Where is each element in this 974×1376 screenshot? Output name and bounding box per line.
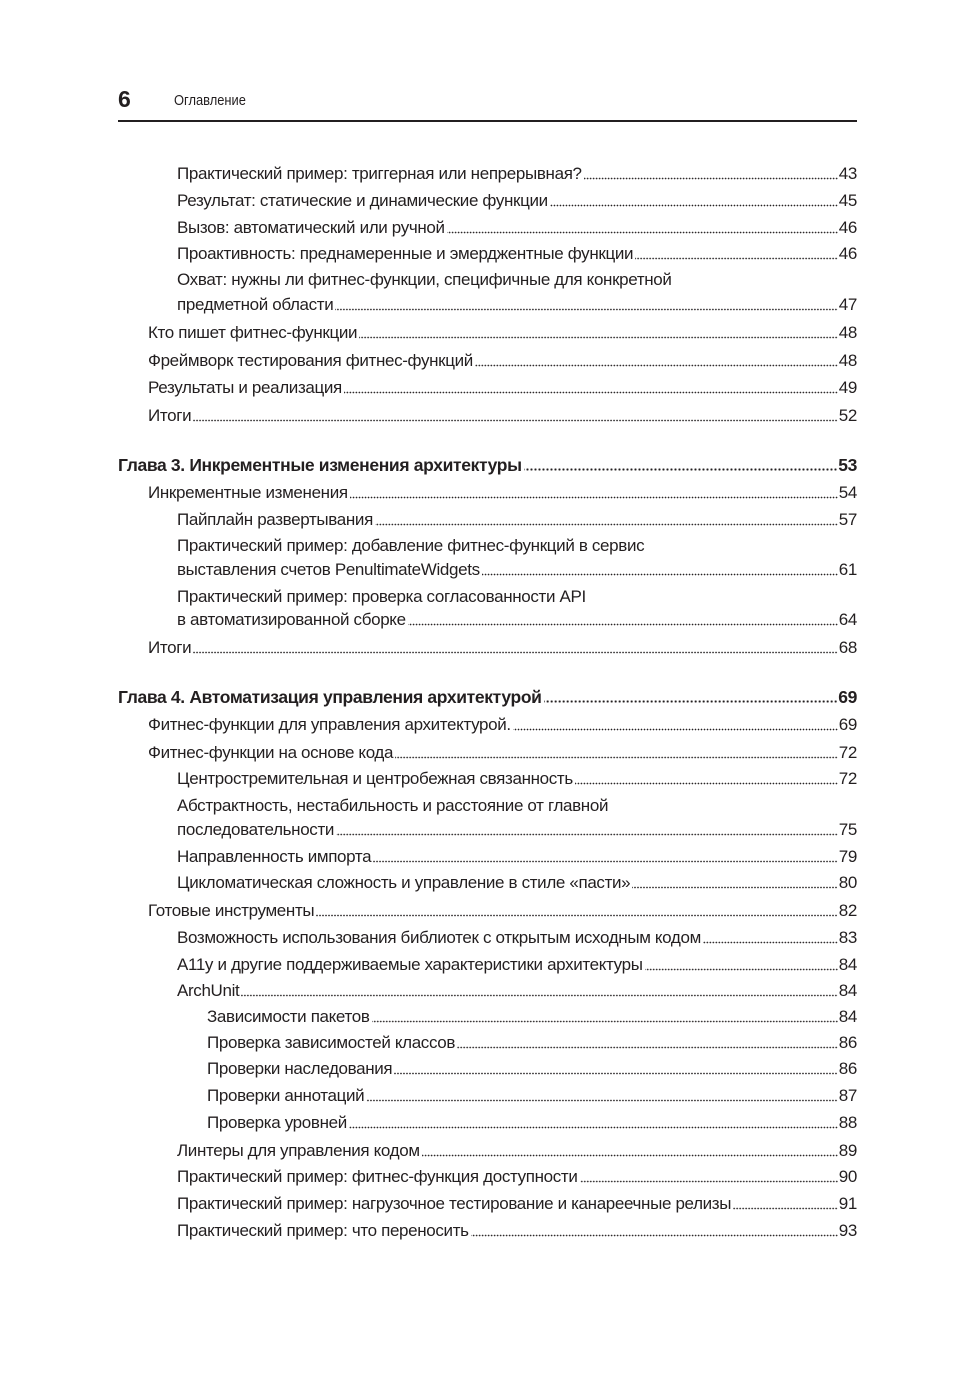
dot-leader (349, 1126, 838, 1129)
toc-entry[interactable] (177, 244, 857, 264)
toc-entry-title: Проверка уровней (207, 1113, 347, 1132)
toc-entry-title: Практический пример: триггерная или непрерывная? (177, 164, 582, 183)
toc-entry[interactable] (177, 1221, 857, 1241)
toc-entry-page: 84 (838, 981, 857, 1000)
toc-entry-title: Центростремительная и центробежная связанность (177, 769, 573, 788)
toc-entry-page: 69 (838, 687, 857, 707)
toc-entry-page: 48 (838, 351, 857, 370)
toc-entry-title: Инкрементные изменения (148, 483, 348, 502)
toc-entry[interactable] (148, 901, 857, 921)
dot-leader (422, 1154, 838, 1157)
toc-entry[interactable] (177, 873, 857, 893)
toc-entry-page: 88 (838, 1113, 857, 1132)
dot-leader (193, 651, 838, 654)
toc-entry[interactable] (177, 560, 857, 580)
toc-entry-page: 82 (838, 901, 857, 920)
toc-entry-title: Итоги (148, 406, 192, 425)
toc-entry[interactable] (177, 191, 857, 211)
toc-entry-page: 86 (838, 1033, 857, 1052)
dot-leader (703, 941, 838, 944)
toc-entry[interactable] (177, 218, 857, 238)
toc-entry-title: Фреймворк тестирования фитнес-функций (148, 351, 473, 370)
toc-entry-page: 48 (838, 323, 857, 342)
toc-entry-title: Фитнес-функции для управления архитектурой. (148, 715, 511, 734)
toc-chapter-entry[interactable] (118, 687, 857, 707)
toc-entry-line1: Практический пример: добавление фитнес-функций в сервис (177, 536, 645, 555)
toc-entry-page: 46 (838, 244, 857, 263)
toc-entry-page: 84 (838, 1007, 857, 1026)
toc-entry-title: Пайплайн развертывания (177, 510, 373, 529)
toc-entry-title: последовательности (177, 820, 335, 839)
toc-entry-title: Готовые инструменты (148, 901, 315, 920)
dot-leader (471, 1234, 838, 1237)
toc-entry-page: 93 (838, 1221, 857, 1240)
toc-entry[interactable] (177, 769, 857, 789)
toc-entry-title: Глава 4. Автоматизация управления архитектурой (118, 687, 542, 707)
dot-leader (580, 1180, 838, 1183)
toc-entry[interactable] (207, 1059, 857, 1079)
toc-entry-line1: Практический пример: проверка согласованности API (177, 587, 586, 606)
dot-leader (394, 1072, 837, 1075)
toc-entry[interactable] (207, 1113, 857, 1133)
toc-entry-title: Практический пример: нагрузочное тестирование и канареечные релизы (177, 1194, 732, 1213)
toc-entry-title: в автоматизированной сборке (177, 610, 406, 629)
toc-entry-page: 47 (838, 295, 857, 314)
toc-entry-page: 80 (838, 873, 857, 892)
toc-entry-title: Кто пишет фитнес-функции (148, 323, 358, 342)
toc-entry[interactable] (148, 638, 857, 658)
dot-leader (408, 623, 838, 626)
toc-entry-page: 86 (838, 1059, 857, 1078)
dot-leader (645, 968, 838, 971)
toc-entry[interactable] (207, 1007, 857, 1027)
dot-leader (336, 833, 838, 836)
dot-leader (475, 364, 838, 367)
toc-entry-page: 91 (838, 1194, 857, 1213)
dot-leader (482, 573, 838, 576)
dot-leader (316, 914, 838, 917)
toc-entry[interactable] (148, 378, 857, 398)
dot-leader (241, 994, 837, 997)
toc-entry-title: Итоги (148, 638, 192, 657)
toc-entry[interactable] (177, 847, 857, 867)
toc-entry-title: Проверка зависимостей классов (207, 1033, 456, 1052)
toc-entry[interactable] (177, 164, 857, 184)
toc-entry[interactable] (207, 1033, 857, 1053)
toc-entry-title: Зависимости пакетов (207, 1007, 370, 1026)
toc-entry-page: 52 (838, 406, 857, 425)
toc-entry-title: Результат: статические и динамические функции (177, 191, 548, 210)
running-title: Оглавление (174, 92, 246, 109)
toc-entry-title: Практический пример: что переносить (177, 1221, 469, 1240)
toc-entry-page: 72 (838, 743, 857, 762)
toc-entry-page: 57 (838, 510, 857, 529)
dot-leader (395, 756, 838, 759)
toc-entry-page: 45 (838, 191, 857, 210)
toc-entry[interactable] (148, 743, 857, 763)
toc-entry-title: Вызов: автоматический или ручной (177, 218, 445, 237)
toc-entry-title: ArchUnit (177, 981, 240, 1000)
dot-leader (193, 419, 838, 422)
toc-entry-page: 89 (838, 1141, 857, 1160)
dot-leader (359, 336, 838, 339)
toc-entry[interactable] (177, 1141, 857, 1161)
toc-entry[interactable] (177, 610, 857, 630)
toc-entry[interactable] (177, 1194, 857, 1214)
toc-entry-page: 90 (838, 1167, 857, 1186)
dot-leader (575, 782, 838, 785)
toc-entry[interactable] (148, 483, 857, 503)
dot-leader (733, 1207, 838, 1210)
toc-entry-title: Цикломатическая сложность и управление в стиле «пасти» (177, 873, 631, 892)
toc-entry[interactable] (207, 1086, 857, 1106)
dot-leader (447, 231, 838, 234)
toc-entry-page: 43 (838, 164, 857, 183)
toc-entry-title: Линтеры для управления кодом (177, 1141, 420, 1160)
toc-entry-page: 72 (838, 769, 857, 788)
toc-entry-title: Результаты и реализация (148, 378, 342, 397)
toc-entry-title: Проверки аннотаций (207, 1086, 365, 1105)
dot-leader (350, 496, 838, 499)
toc-entry-title: Проверки наследования (207, 1059, 393, 1078)
toc-chapter-entry[interactable] (118, 455, 857, 475)
dot-leader (373, 860, 838, 863)
toc-entry[interactable] (177, 510, 857, 530)
toc-entry-title: Возможность использования библиотек с открытым исходным кодом (177, 928, 701, 947)
dot-leader (632, 886, 838, 889)
toc-entry-page: 53 (838, 455, 857, 475)
toc-entry[interactable] (148, 323, 857, 343)
toc-entry-title: Глава 3. Инкрементные изменения архитектуры (118, 455, 522, 475)
toc-entry[interactable] (148, 351, 857, 371)
dot-leader (366, 1099, 837, 1102)
page-number: 6 (118, 86, 131, 112)
toc-entry[interactable] (177, 820, 857, 840)
dot-leader (550, 204, 838, 207)
dot-leader (335, 308, 837, 311)
toc-entry-title: Направленность импорта (177, 847, 372, 866)
toc-entry-title: Фитнес-функции на основе кода (148, 743, 394, 762)
toc-entry-title: выставления счетов PenultimateWidgets (177, 560, 480, 579)
toc-entry-page: 69 (838, 715, 857, 734)
toc-entry-page: 84 (838, 955, 857, 974)
toc-entry-title: A11y и другие поддерживаемые характеристики архитектуры (177, 955, 643, 974)
toc-entry-page: 49 (838, 378, 857, 397)
toc-entry-page: 75 (838, 820, 857, 839)
toc-entry-page: 83 (838, 928, 857, 947)
toc-entry[interactable] (177, 1167, 857, 1187)
toc-entry[interactable] (177, 955, 857, 975)
dot-leader (544, 700, 838, 703)
dot-leader (372, 1020, 838, 1023)
toc-entry[interactable] (177, 981, 857, 1001)
toc-entry-page: 61 (838, 560, 857, 579)
toc-entry[interactable] (148, 715, 857, 735)
toc-entry[interactable] (177, 295, 857, 315)
dot-leader (584, 177, 838, 180)
dot-leader (457, 1046, 838, 1049)
toc-entry-page: 46 (838, 218, 857, 237)
toc-entry-page: 68 (838, 638, 857, 657)
dot-leader (524, 468, 837, 471)
toc-entry-page: 64 (838, 610, 857, 629)
toc-entry-line1: Охват: нужны ли фитнес-функции, специфичные для конкретной (177, 270, 672, 289)
toc-entry[interactable] (148, 406, 857, 426)
toc-entry-page: 87 (838, 1086, 857, 1105)
toc-entry-title: Практический пример: фитнес-функция доступности (177, 1167, 578, 1186)
dot-leader (513, 728, 838, 731)
dot-leader (375, 523, 838, 526)
toc-entry-page: 79 (838, 847, 857, 866)
toc-entry-page: 54 (838, 483, 857, 502)
toc-entry-title: Проактивность: преднамеренные и эмерджентные функции (177, 244, 634, 263)
dot-leader (344, 391, 838, 394)
toc-entry-line1: Абстрактность, нестабильность и расстояние от главной (177, 796, 609, 815)
dot-leader (635, 257, 838, 260)
toc-entry-title: предметной области (177, 295, 334, 314)
toc-entry[interactable] (177, 928, 857, 948)
header-rule (118, 120, 857, 122)
